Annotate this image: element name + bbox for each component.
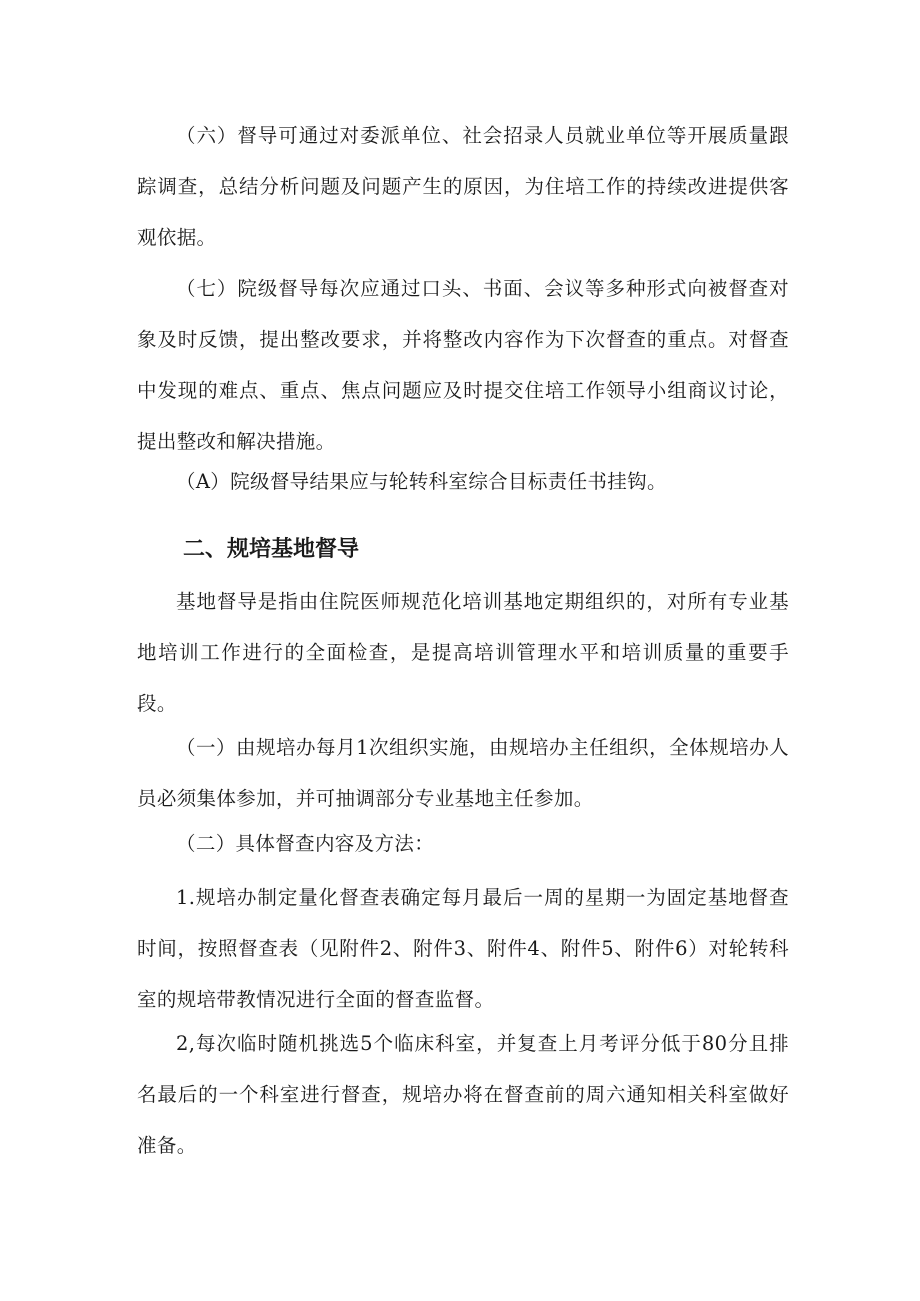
paragraph-base-supervision-intro: 基地督导是指由住院医师规范化培训基地定期组织的，对所有专业基地培训工作进行的全面检查，是提高培训管理水平和培训质量的重要手段。 bbox=[137, 590, 789, 715]
paragraph-step-1: 1.规培办制定量化督查表确定每月最后一周的星期一为固定基地督查时间，按照督查表（见附件2、附件3、附件4、附件5、附件6）对轮转科室的规培带教情况进行全面的督查监督。 bbox=[137, 886, 789, 1011]
paragraph-a: （A）院级督导结果应与轮转科室综合目标责任书挂钩。 bbox=[176, 470, 667, 493]
paragraph-six: （六）督导可通过对委派单位、社会招录人员就业单位等开展质量跟踪调查，总结分析问题及问题产生的原因，为住培工作的持续改进提供客观依据。 bbox=[137, 124, 789, 249]
paragraph-seven: （七）院级督导每次应通过口头、书面、会议等多种形式向被督查对象及时反馈，提出整改要求，并将整改内容作为下次督查的重点。对督查中发现的难点、重点、焦点问题应及时提交住培工作领导小组商议讨论，提出整改和解决措施。 bbox=[137, 277, 789, 453]
paragraph-item-two: （二）具体督查内容及方法： bbox=[176, 832, 435, 855]
section-heading: 二、规培基地督导 bbox=[183, 537, 360, 562]
paragraph-step-2: 2,每次临时随机挑选5个临床科室，并复查上月考评分低于80分且排名最后的一个科室进行督查，规培办将在督查前的周六通知相关科室做好准备。 bbox=[137, 1032, 789, 1157]
paragraph-item-one: （一）由规培办每月1次组织实施，由规培办主任组织，全体规培办人员必须集体参加，并可抽调部分专业基地主任参加。 bbox=[137, 736, 789, 810]
